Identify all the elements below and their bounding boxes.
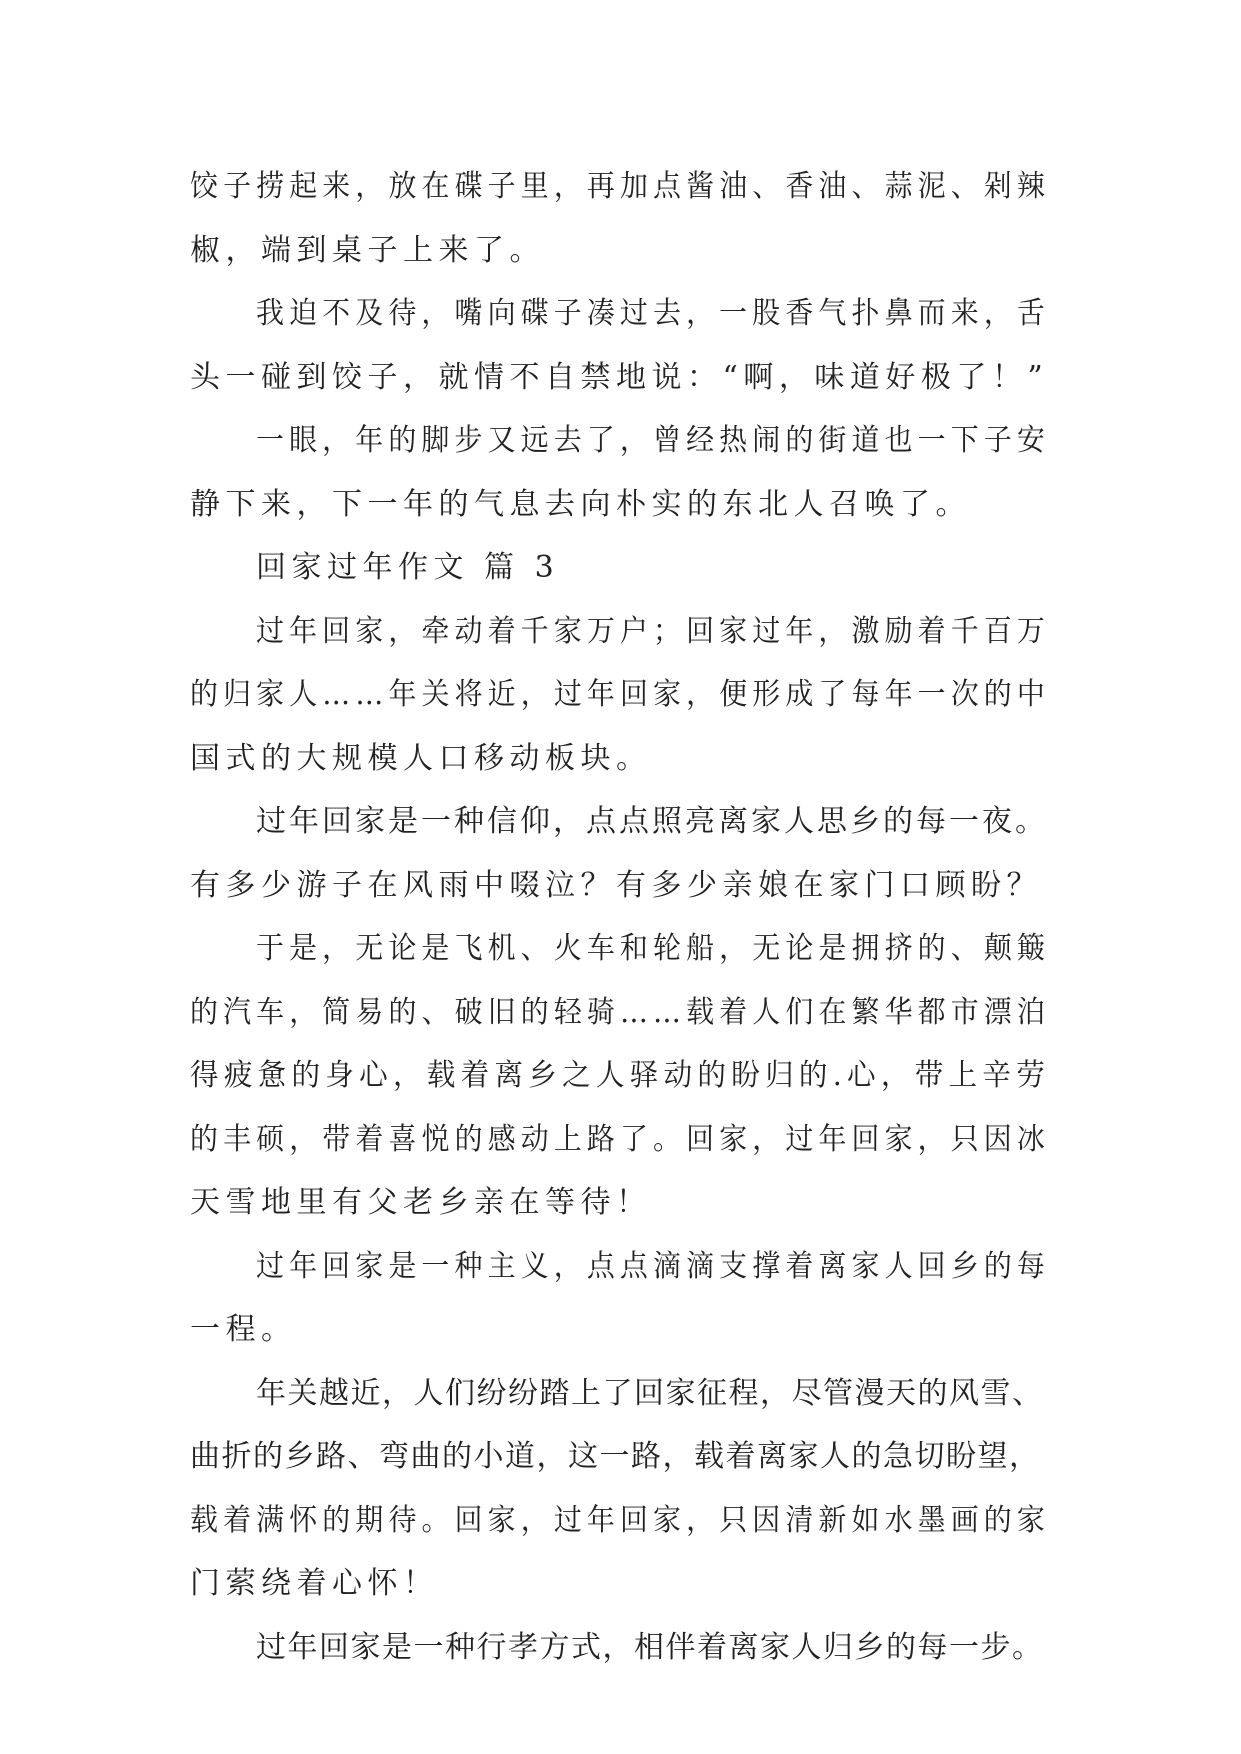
line-text: 过年回家，牵动着千家万户；回家过年，激励着千百万	[256, 613, 1050, 649]
paragraph-line	[190, 1171, 1050, 1235]
paragraph-line	[190, 1044, 1050, 1108]
line-text: 饺子捞起来，放在碟子里，再加点酱油、香油、蒜泥、剁辣	[190, 169, 1050, 204]
paragraph-first-line	[190, 1616, 1050, 1680]
line-text: 椒，端到桌子上来了。	[190, 232, 545, 268]
paragraph-line	[190, 854, 1050, 918]
paragraph-line	[190, 1552, 1050, 1616]
paragraph-line	[190, 1425, 1050, 1489]
paragraph-first-line	[190, 600, 1050, 664]
paragraph-first-line	[190, 790, 1050, 854]
paragraph-first-line	[190, 282, 1050, 346]
line-text: 于是，无论是飞机、火车和轮船，无论是拥挤的、颠簸	[256, 931, 1050, 966]
line-text: 静下来，下一年的气息去向朴实的东北人召唤了。	[190, 486, 971, 522]
line-text: 年关越近，人们纷纷踏上了回家征程，尽管漫天的风雪、	[256, 1375, 1044, 1411]
paragraph-line	[190, 663, 1050, 727]
paragraph-line	[190, 981, 1050, 1045]
paragraph-line	[190, 219, 1050, 283]
paragraph-first-line	[190, 536, 1050, 600]
line-text: 的归家人……年关将近，过年回家，便形成了每年一次的中	[190, 677, 1050, 712]
line-text: 载着满怀的期待。回家，过年回家，只因清新如水墨画的家	[190, 1502, 1050, 1538]
line-text: 过年回家是一种行孝方式，相伴着离家人归乡的每一步。	[256, 1629, 1044, 1665]
paragraph-first-line	[190, 1235, 1050, 1299]
paragraph-line	[190, 473, 1050, 537]
line-text: 一程。	[190, 1312, 297, 1347]
paragraph-line	[190, 1108, 1050, 1172]
paragraph-line	[190, 346, 1050, 410]
paragraph-line	[190, 727, 1050, 791]
line-text: 的丰硕，带着喜悦的感动上路了。回家，过年回家，只因冰	[190, 1121, 1050, 1157]
line-text: 有多少游子在风雨中啜泣？有多少亲娘在家门口顾盼？	[190, 867, 1042, 903]
paragraph-first-line	[190, 409, 1050, 473]
paragraph-first-line	[190, 1362, 1050, 1426]
line-text: 国式的大规模人口移动板块。	[190, 740, 652, 776]
paragraph-line	[190, 155, 1050, 219]
line-text: 过年回家是一种主义，点点滴滴支撑着离家人回乡的每	[256, 1248, 1050, 1284]
line-text: 一眼，年的脚步又远去了，曾经热闹的街道也一下子安	[256, 423, 1050, 458]
line-text: 回家过年作文 篇 3	[256, 550, 560, 585]
paragraph-line	[190, 1298, 1050, 1362]
paragraph-line	[190, 1489, 1050, 1553]
line-text: 曲折的乡路、弯曲的小道，这一路，载着离家人的急切盼望，	[190, 1439, 1041, 1474]
paragraph-first-line	[190, 917, 1050, 981]
line-text: 过年回家是一种信仰，点点照亮离家人思乡的每一夜。	[256, 804, 1048, 839]
line-text: 我迫不及待，嘴向碟子凑过去，一股香气扑鼻而来，舌	[256, 296, 1050, 331]
line-text: 得疲惫的身心，载着离乡之人驿动的盼归的.心，带上辛劳	[190, 1058, 1051, 1093]
line-text: 天雪地里有父老乡亲在等待！	[190, 1185, 652, 1220]
line-text: 头一碰到饺子，就情不自禁地说：“啊，味道好极了！”	[190, 359, 1049, 395]
document-body	[190, 155, 1050, 1679]
line-text: 的汽车，简易的、破旧的轻骑……载着人们在繁华都市漂泊	[190, 994, 1050, 1030]
line-text: 门萦绕着心怀！	[190, 1566, 439, 1601]
